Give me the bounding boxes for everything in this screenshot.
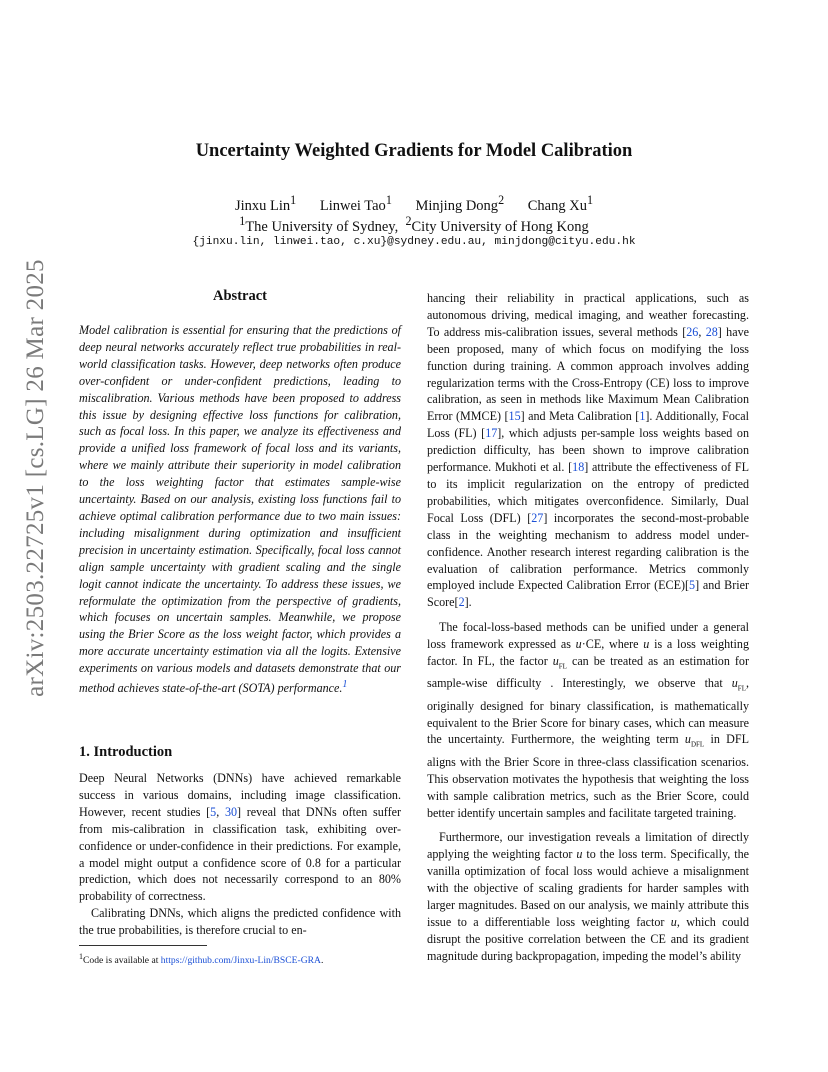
- text: Deep Neural Networks (DNNs) have achieved remarkable success in various domains, including image classification. However, recent studies [: [79, 771, 401, 819]
- abstract-text: Model calibration is essential for ensuring that the predictions of deep neural networks accurately reflect true probabilities in real-world classification tasks. However, deep networks often produce over-confident or under-confident predictions, leading to miscalibration. Various methods have been proposed to address this issue by designing effective loss functions for calibration, such as focal loss. In this paper, we analyze its effectiveness and provide a unified loss framework of focal loss and its variants, where we mainly attribute their superiority in model calibration to the loss weighting factor that estimates sample-wise uncertainty. Based on our analysis, existing loss functions fail to achieve optimal calibration performance due to two main issues: including misalignment during optimization and insufficient precision in uncertainty estimation. Specifically, focal loss cannot align sample uncertainty with gradient scaling and the single logit cannot indicate the uncertainty. To address these issues, we reformulate the optimization from the perspective of gradients, which focuses on uncertain samples. Meanwhile, we propose using the Brier Score as the loss weight factor, which provides a more accurate uncertainty estimation via all the logits. Extensive experiments on various models and datasets demonstrate that our method achieves state-of-the-art (SOTA) performance.: [79, 323, 401, 696]
- footnote-number: 1: [79, 952, 83, 961]
- citation-link[interactable]: 2: [458, 595, 465, 610]
- author: [415, 193, 505, 214]
- author-affiliation-mark: 2: [498, 193, 505, 207]
- text: , originally designed for binary classification, is mathematically equivalent to the Brier Score for binary cases, which can measure the uncertainty. Furthermore, the weighting term: [427, 676, 749, 747]
- author-affiliation-mark: 1: [385, 193, 392, 207]
- text: ] and Brier Score[: [427, 578, 749, 610]
- citation-link[interactable]: 27: [531, 510, 544, 525]
- text: The focal-loss-based methods can be unified under a general loss framework expressed as: [427, 620, 749, 652]
- right-column-body: [427, 290, 749, 965]
- paragraph: [427, 290, 749, 611]
- text: ]. Additionally, Focal Loss (FL) [: [427, 409, 749, 441]
- text: ,: [216, 804, 225, 819]
- footnote-divider: [79, 945, 207, 946]
- section-heading-introduction: 1. Introduction: [79, 744, 173, 760]
- affiliation-mark: 2: [405, 214, 412, 228]
- author-affiliation-mark: 1: [290, 193, 297, 207]
- author-affiliation-mark: 1: [586, 193, 593, 207]
- text: ], which adjusts per-sample loss weights based on prediction difficulty, has been shown to improve calibration performance. Mukhoti et al. [: [427, 426, 750, 475]
- paragraph: [427, 619, 749, 821]
- author-name: Minjing Dong: [415, 197, 499, 214]
- math-symbol: u: [684, 732, 691, 747]
- author-name: Linwei Tao: [319, 197, 386, 214]
- text: ] and Meta Calibration [: [520, 409, 640, 424]
- paragraph: [79, 905, 401, 939]
- footnote-text: Code is available at: [83, 955, 161, 967]
- text: Calibrating DNNs, which aligns the predicted confidence with the true probabilities, is therefore crucial to en-: [79, 906, 401, 938]
- abstract-heading: Abstract: [213, 288, 267, 304]
- text: , which could disrupt the positive correlation between the CE and its gradient magnitude during backpropagation, impeding the model’s ability: [427, 914, 749, 963]
- author-list: [0, 193, 828, 215]
- math-subscript: FL: [737, 684, 746, 693]
- affiliation: City University of Hong Kong: [411, 218, 589, 235]
- citation-link[interactable]: 5: [689, 578, 696, 593]
- author-name: Chang Xu: [527, 197, 587, 214]
- text: Furthermore, our investigation reveals a limitation of directly applying the weighting factor: [427, 830, 749, 862]
- citation-link[interactable]: 28: [705, 324, 718, 339]
- paper-title: Uncertainty Weighted Gradients for Model Calibration: [195, 141, 633, 161]
- text: is a loss weighting factor. In FL, the factor: [427, 637, 749, 669]
- math-symbol: u: [670, 914, 677, 929]
- text: ] have been proposed, many of which focus on modifying the loss function during training. A common approach involves adding regularization terms with the Cross-Entropy (CE) loss to improve calibration, as seen in methods like Maximum Mean Calibration Error (MMCE) [: [427, 324, 749, 424]
- introduction-body: [79, 770, 401, 939]
- text: ·CE, where: [581, 637, 644, 652]
- affiliation: The University of Sydney,: [245, 218, 399, 235]
- text: hancing their reliability in practical applications, such as autonomous driving, medical imaging, and weather forecasting. To address mis-calibration issues, several methods [: [427, 291, 749, 339]
- text: ] attribute the effectiveness of FL to its implicit regularization on the entropy of predicted probabilities, which mitigates overconfidence. Similarly, Dual Focal Loss (DFL) [: [427, 460, 750, 525]
- citation-link[interactable]: 26: [686, 324, 699, 339]
- affiliation-list: [0, 214, 828, 236]
- code-repository-link[interactable]: https://github.com/Jinxu-Lin/BSCE-GRA: [160, 955, 321, 967]
- text: .: [320, 955, 324, 967]
- citation-link[interactable]: 17: [485, 426, 498, 441]
- text: in DFL aligns with the Brier Score in three-class classification scenarios. This observation motivates the hypothesis that weighting the loss with sample calibration metrics, such as the Brier Score, could better identify uncertain samples and facilitate targeted training.: [427, 732, 749, 820]
- paragraph: [427, 829, 749, 964]
- author: [527, 193, 593, 214]
- math-symbol: u: [643, 637, 650, 652]
- citation-link[interactable]: 15: [508, 409, 521, 424]
- author-emails: {jinxu.lin, linwei.tao, c.xu}@sydney.edu.au, minjdong@cityu.edu.hk: [192, 236, 636, 248]
- math-symbol: u: [576, 847, 583, 862]
- math-subscript: FL: [558, 662, 567, 671]
- text: ] reveal that DNNs often suffer from mis-calibration in classification task, exhibiting over-confidence or under-confidence in their predictions. For example, a model might output a confidence score of 0.8 for a particular prediction, which does not necessarily correspond to an 80% probability of correctness.: [79, 804, 402, 904]
- text: to the loss term. Specifically, the vanilla optimization of focal loss would achieve a misalignment with the objective of scaling gradients for harder samples with larger magnitudes. Based on our analysis, we mainly attribute this issue to a differentiable loss weighting factor: [427, 847, 749, 929]
- author: [319, 193, 392, 214]
- citation-link[interactable]: 18: [572, 460, 585, 475]
- math-symbol: u: [731, 676, 738, 691]
- arxiv-identifier-text: arXiv:2503.22725v1 [cs.LG] 26 Mar 2025: [22, 259, 49, 697]
- text: can be treated as an estimation for sample-wise difficulty . Interestingly, we observe that: [427, 654, 750, 691]
- author: [234, 193, 297, 214]
- affiliation-mark: 1: [239, 214, 246, 228]
- abstract-body: [79, 322, 401, 697]
- author-name: Jinxu Lin: [234, 197, 291, 214]
- text: ,: [698, 324, 706, 339]
- text: ].: [464, 595, 472, 610]
- paragraph: [79, 770, 401, 905]
- math-subscript: DFL: [690, 740, 705, 749]
- citation-link[interactable]: 30: [224, 804, 238, 819]
- citation-link[interactable]: 5: [210, 804, 217, 819]
- math-symbol: u: [552, 654, 559, 669]
- footnote: [79, 951, 401, 967]
- citation-link[interactable]: 1: [639, 409, 646, 424]
- footnote-mark[interactable]: 1: [342, 679, 348, 691]
- math-symbol: u: [575, 637, 582, 652]
- text: ] incorporates the second-most-probable class in the weighting mechanism to address model under-confidence. Another research interest regarding calibration is the evaluation of calibration performance. Metrics commonly employed include Expected Calibration Error (ECE)[: [427, 510, 749, 593]
- arxiv-identifier: [22, 259, 50, 697]
